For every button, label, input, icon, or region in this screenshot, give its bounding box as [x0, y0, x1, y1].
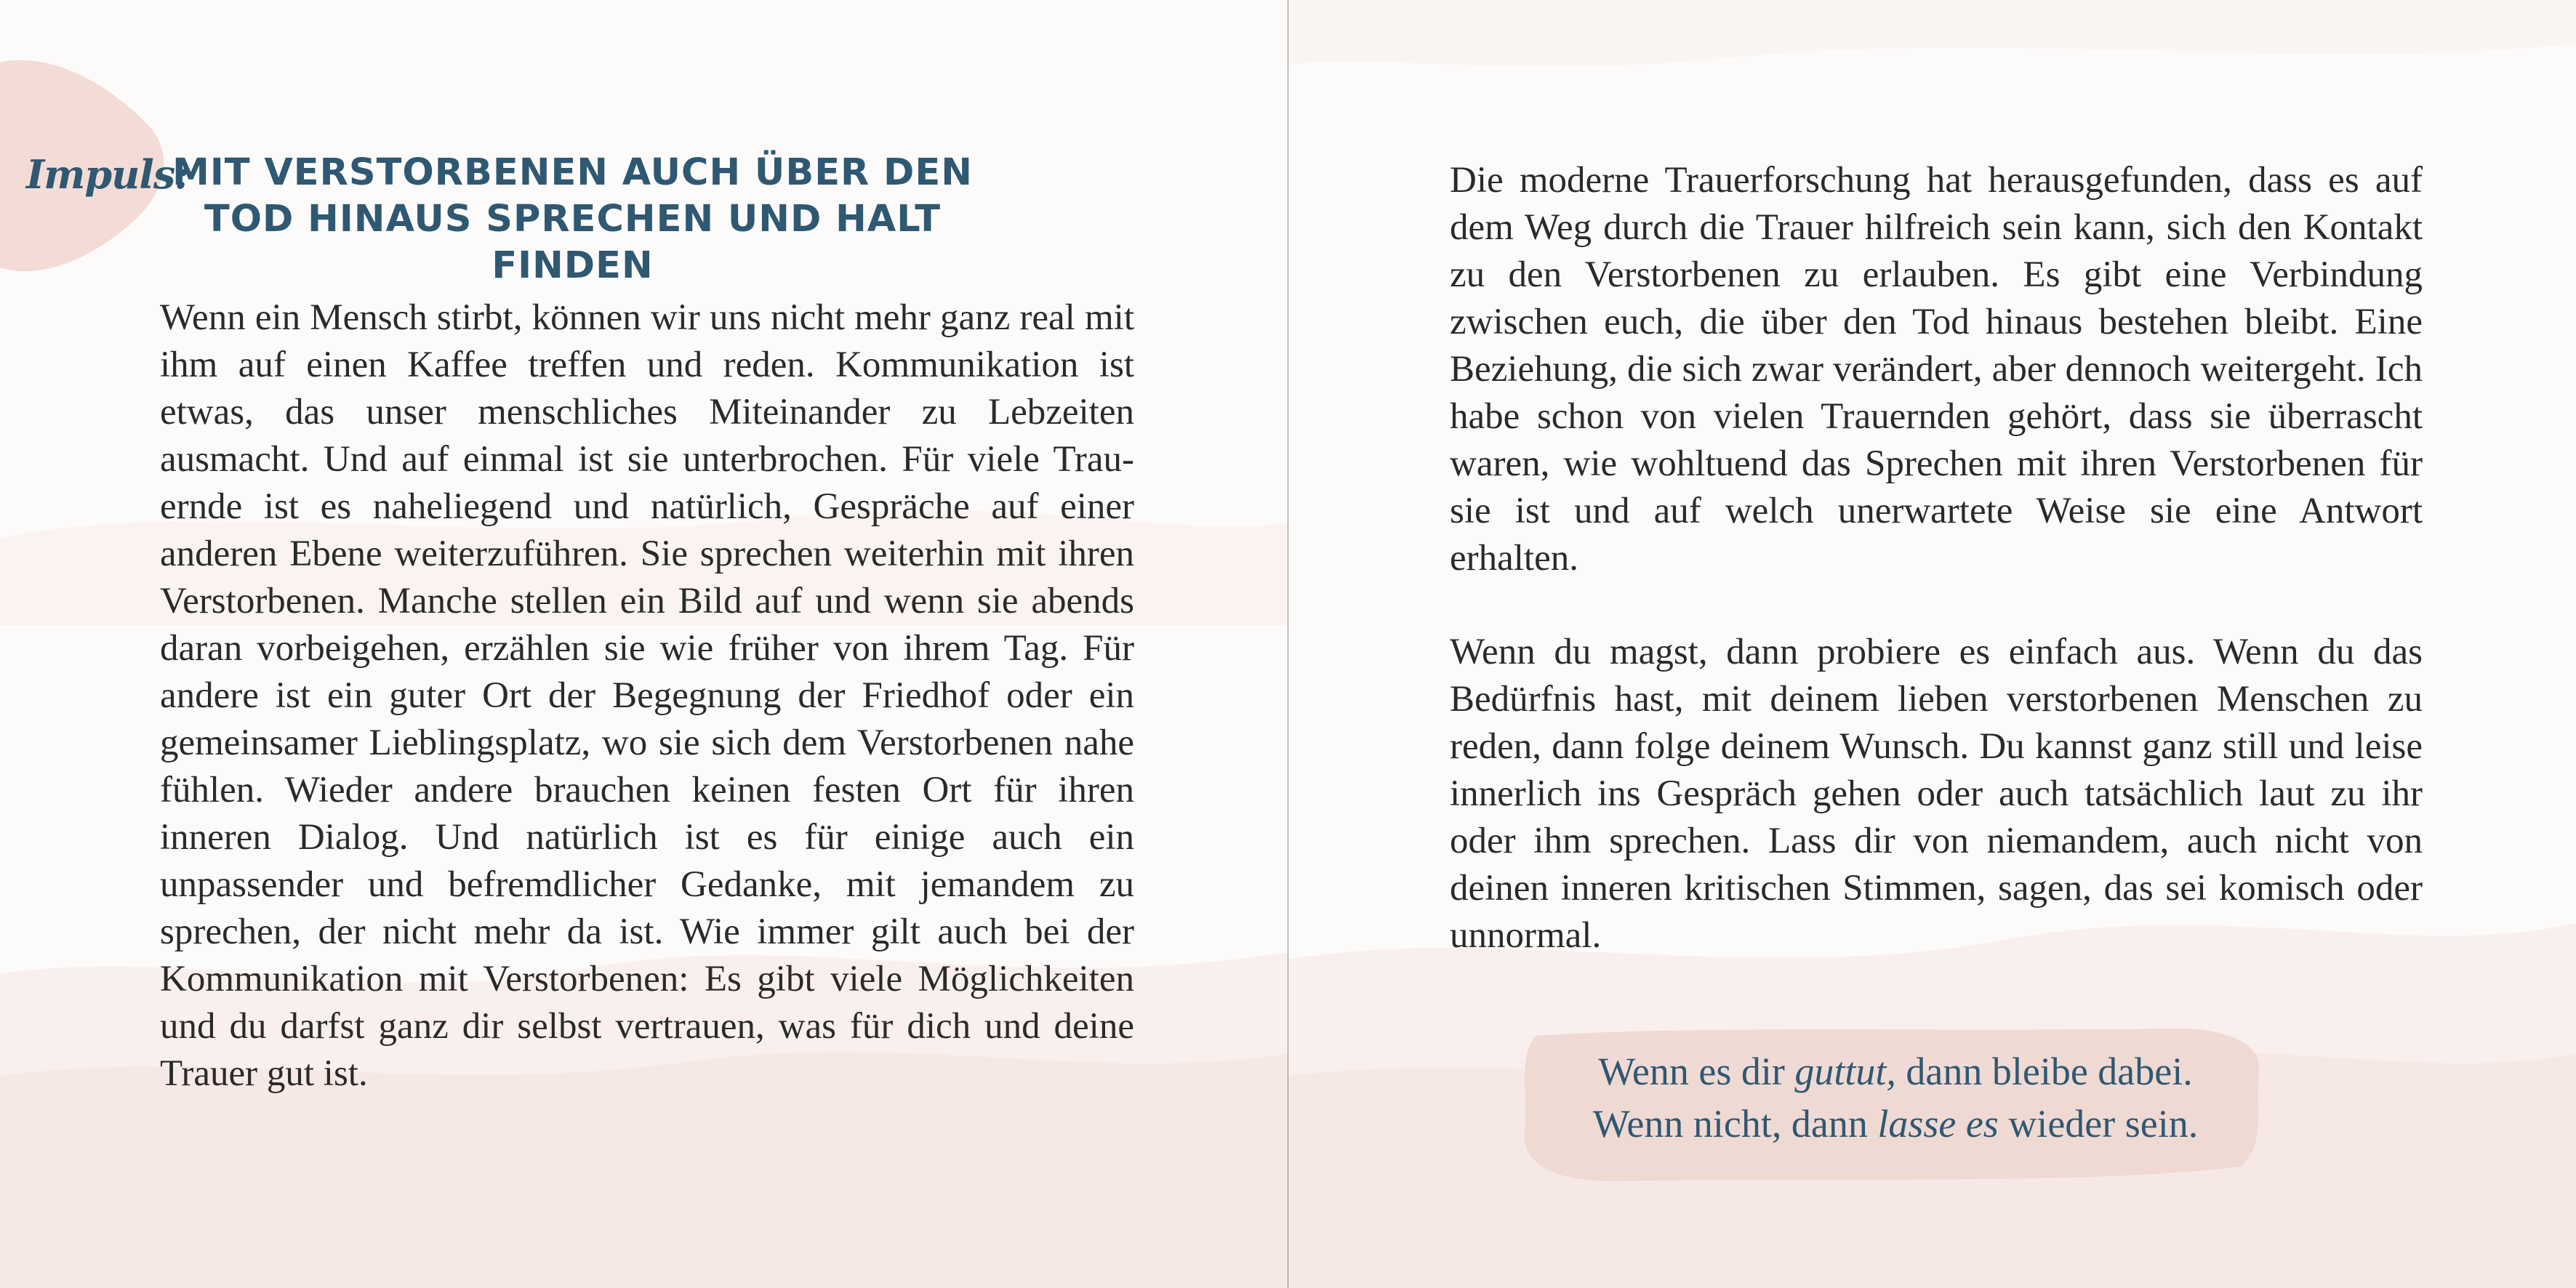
quote-text: Wenn nicht, dann [1592, 1102, 1878, 1146]
quote-emphasis: guttut, [1794, 1050, 1896, 1093]
quote-emphasis: lasse es [1877, 1102, 1999, 1146]
watercolor-wash [1288, 0, 2576, 145]
quote-line-1 [1528, 1045, 2263, 1098]
quote-text: Wenn es dir [1598, 1050, 1795, 1093]
page-title: MIT VERSTORBENEN AUCH ÜBER DEN TOD HINAUS SPRECHEN UND HALT FINDEN [172, 151, 973, 287]
right-page [1288, 0, 2576, 1288]
quote-line-2 [1528, 1098, 2263, 1150]
quote-text: wieder sein. [1998, 1102, 2199, 1146]
quote-text: dann bleibe dabei. [1895, 1050, 2193, 1093]
body-paragraph: Wenn du magst, dann probiere es einfach aus. Wenn du das Bedürfnis hast, mit deinem lieben verstorbenen Menschen zu reden, dann folge deinem Wunsch. Du kannst ganz still und leise innerlich ins Gespräch gehen oder auch tatsächlich laut zu ihr oder ihm sprechen. Lass dir von niemandem, auch nicht von deinen inneren kritischen Stimmen, sagen, das sei komisch oder unnormal. [1450, 632, 2423, 956]
closing-quote [1528, 1045, 2263, 1150]
body-paragraph: Wenn ein Mensch stirbt, können wir uns nicht mehr ganz real mit ihm auf einen Kaffee treffen und reden. Kommunikation ist etwas, das unser menschliches Miteinander zu Lebzeiten ausmacht. Und auf einmal ist sie unterbrochen. Für viele Trauernde ist es naheliegend und natürlich, Gespräche auf einer anderen Ebene weiterzuführen. Sie sprechen weiterhin mit ihren Verstorbenen. Manche stellen ein Bild auf und wenn sie abends daran vorbeigehen, erzählen sie wie früher von ihrem Tag. Für andere ist ein guter Ort der Begegnung der Friedhof oder ein gemeinsamer Lieblingsplatz, wo sie sich dem Verstorbenen nahe fühlen. Wieder andere brauchen keinen festen Ort für ihren inneren Dialog. Und natürlich ist es für einige auch ein unpassender und befremdlicher Gedanke, mit jemandem zu sprechen, der nicht mehr da ist. Wie immer gilt auch bei der Kommunikation mit Verstorbenen: Es gibt viele Möglichkeiten und du darfst ganz dir selbst vertrauen, was für dich und deine Trauer gut ist. [160, 297, 1134, 1094]
impuls-label: Impuls: [26, 151, 189, 198]
body-paragraph: Die moderne Trauerforschung hat herausgefunden, dass es auf dem Weg durch die Trauer hilfreich sein kann, sich den Kontakt zu den Verstorbenen zu erlauben. Es gibt eine Verbindung zwischen euch, die über den Tod hinaus bestehen bleibt. Eine Beziehung, die sich zwar verändert, aber dennoch weitergeht. Ich habe schon von vielen Trauernden gehört, dass sie überrascht waren, wie wohltuend das Sprechen mit ihren Verstorbenen für sie ist und auf welch unerwartete Weise sie eine Antwort erhalten. [1450, 160, 2423, 579]
